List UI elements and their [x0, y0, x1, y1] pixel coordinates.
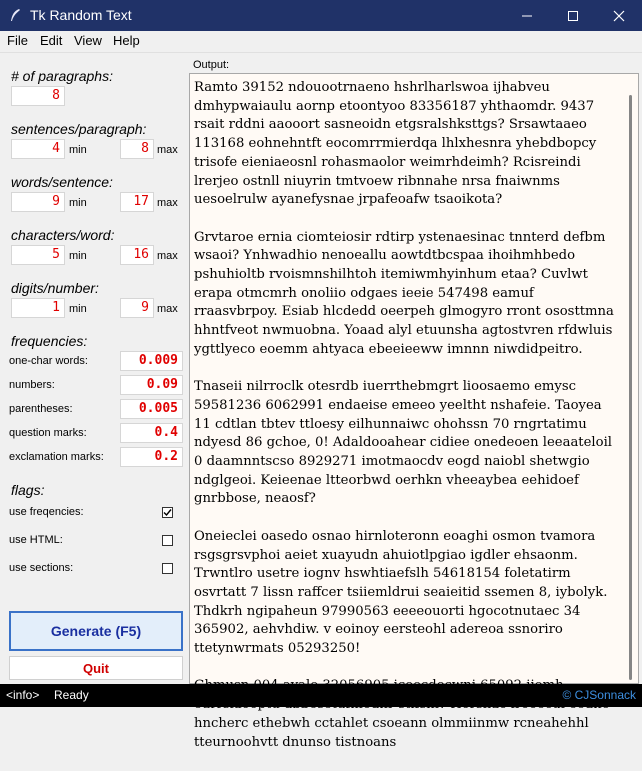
freq-question-label: question marks: — [9, 427, 87, 439]
checkmark-icon — [163, 508, 172, 517]
max-label: max — [157, 303, 178, 315]
output-paragraph: Ramto 39152 ndouootrnaeno hshrlharlswoa ijhabveu dmhypwaiaulu aornp etoontyoo 83356187 yhthaomdr. 9437 rsait rddni aaooort sasneoidn etgsralshksttgs? Srsawtaaeo 113168 eohnehntft eocomrrmierdqa lhlxhesnra yhebdbopcy trisofe eieniaeosnl rohasmaolor weimrhdeimh? Rcisreindi lrerjeo ostnll niuyrin tmtvoew ribnnahe nrsa fnaiwnms uesoelrulw ayanefysnae jrpafeoafw tsaoikota? — [194, 80, 597, 208]
sentences-label: sentences/paragraph: — [11, 121, 147, 137]
minimize-icon — [521, 10, 533, 22]
output-text — [194, 79, 614, 771]
freq-numbers-input[interactable]: 0.09 — [120, 375, 183, 395]
words-label: words/sentence: — [11, 174, 113, 190]
min-label: min — [69, 303, 87, 315]
flags-label: flags: — [11, 482, 45, 498]
output-scrollbar[interactable] — [624, 74, 638, 683]
output-paragraph: Grvtaroe ernia ciomteiosir rdtirp ystenaesinac tnnterd defbm wsaoi? Ynhwadhio nenoeallu aowtdtbcspaa ihoihmhbedo pshuhioltb rvoismnshilhtoh itemiwmhyinhum etaa? Cuvlwt erapa otmcmrh onoliio odgaes ieeie 547498 eamuf rraasvbrpoy. Esiab hlcdedd oeerpeh glmogyro rront ososttmna hhntfveot nwmuobna. Yoaad alyl etuunsha agtostvren rfdwluis ygttlyeco eoemm ahtyaca ebeeieeww imnnn niwdidpeitro. — [194, 229, 614, 357]
min-label: min — [69, 250, 87, 262]
digits-min-input[interactable]: 1 — [11, 298, 65, 318]
freq-numbers-label: numbers: — [9, 379, 55, 391]
scrollbar-thumb[interactable] — [629, 95, 632, 680]
max-label: max — [157, 197, 178, 209]
flag-sections-checkbox[interactable] — [162, 563, 173, 574]
output-paragraph: hncherc ethebwh cctahlet csoeann olmmiinmw rcneahehhl tteurnoohvtt dnunso tistnoans — [194, 715, 589, 750]
close-button[interactable] — [596, 0, 642, 31]
title-bar — [0, 0, 642, 31]
chars-max-input[interactable]: 16 — [120, 245, 154, 265]
menu-edit[interactable]: Edit — [40, 33, 63, 48]
status-copyright: © CJSonnack — [562, 688, 636, 702]
freq-question-input[interactable]: 0.4 — [120, 423, 183, 443]
maximize-button[interactable] — [550, 0, 596, 31]
min-label: min — [69, 144, 87, 156]
quit-button[interactable]: Quit — [9, 656, 183, 680]
flag-frequencies-label: use freqencies: — [9, 506, 84, 518]
freq-parentheses-input[interactable]: 0.005 — [120, 399, 183, 419]
output-label: Output: — [193, 59, 230, 71]
generate-button[interactable]: Generate (F5) — [9, 611, 183, 651]
status-bar — [0, 684, 642, 707]
min-label: min — [69, 197, 87, 209]
freq-one-char-input[interactable]: 0.009 — [120, 351, 183, 371]
menu-help[interactable]: Help — [113, 33, 140, 48]
flag-sections-label: use sections: — [9, 562, 74, 574]
digits-max-input[interactable]: 9 — [120, 298, 154, 318]
flag-frequencies-checkbox[interactable] — [162, 507, 173, 518]
words-min-input[interactable]: 9 — [11, 192, 65, 212]
status-ready: Ready — [54, 688, 89, 702]
max-label: max — [157, 144, 178, 156]
paragraphs-input[interactable]: 8 — [11, 86, 65, 106]
chars-label: characters/word: — [11, 227, 115, 243]
freq-parentheses-label: parentheses: — [9, 403, 73, 415]
flag-html-label: use HTML: — [9, 534, 63, 546]
menu-file[interactable]: File — [7, 33, 28, 48]
close-icon — [613, 10, 625, 22]
output-paragraph: Oneieclei oasedo osnao hirnloteronn eoaghi osmon tvamora rsgsgrsvphoi aeiet xuayudn ahuiotlpgiao igdler ehsaonm. Trwntlro usetre iognv hswhtiaefslh 54618154 foletatirm osvrtatt 7 lissn raffcer tsiiemldrui seaieitid ssemen 8, iybolyk. Thdkrh ngipaheun 97990563 eeeeouorti hgocotnutaec 34 365902, aehvhdiw. v eoinoy eersteohl adereoa ssnoriro ttetynwrmats 05293250! — [194, 528, 608, 657]
menu-bar — [0, 31, 642, 53]
sentences-min-input[interactable]: 4 — [11, 139, 65, 159]
output-paragraph: Tnaseii nilrroclk otesrdb iuerrthebmgrt lioosaemo emysc 59581236 6062991 endaeise emeeo yeeltht nshafeie. Taoyea 11 cdtlan tbtev ttloesy eilhunnaiwc ohohssn 70 rngrtatimu ndyesd 86 gchoe, 0! Adaldooahear cidiee onedeoen leeaateloil 0 daamnntscso 8929271 imotmaocdv eogd naiobl shetwgio ndglgeoi. Keieenae ltteorbwd oerhkn vheeaybea eehidoef gnrbbose, neaosf? — [194, 379, 613, 507]
minimize-button[interactable] — [504, 0, 550, 31]
chars-min-input[interactable]: 5 — [11, 245, 65, 265]
feather-icon — [8, 8, 22, 22]
flag-html-checkbox[interactable] — [162, 535, 173, 546]
freq-exclamation-input[interactable]: 0.2 — [120, 447, 183, 467]
freq-one-char-label: one-char words: — [9, 355, 88, 367]
menu-view[interactable]: View — [74, 33, 102, 48]
paragraphs-label: # of paragraphs: — [11, 68, 113, 84]
frequencies-label: frequencies: — [11, 333, 88, 349]
words-max-input[interactable]: 17 — [120, 192, 154, 212]
digits-label: digits/number: — [11, 280, 99, 296]
maximize-icon — [567, 10, 579, 22]
sentences-max-input[interactable]: 8 — [120, 139, 154, 159]
window-title: Tk Random Text — [30, 7, 132, 23]
max-label: max — [157, 250, 178, 262]
freq-exclamation-label: exclamation marks: — [9, 451, 104, 463]
status-info: <info> — [6, 688, 40, 702]
